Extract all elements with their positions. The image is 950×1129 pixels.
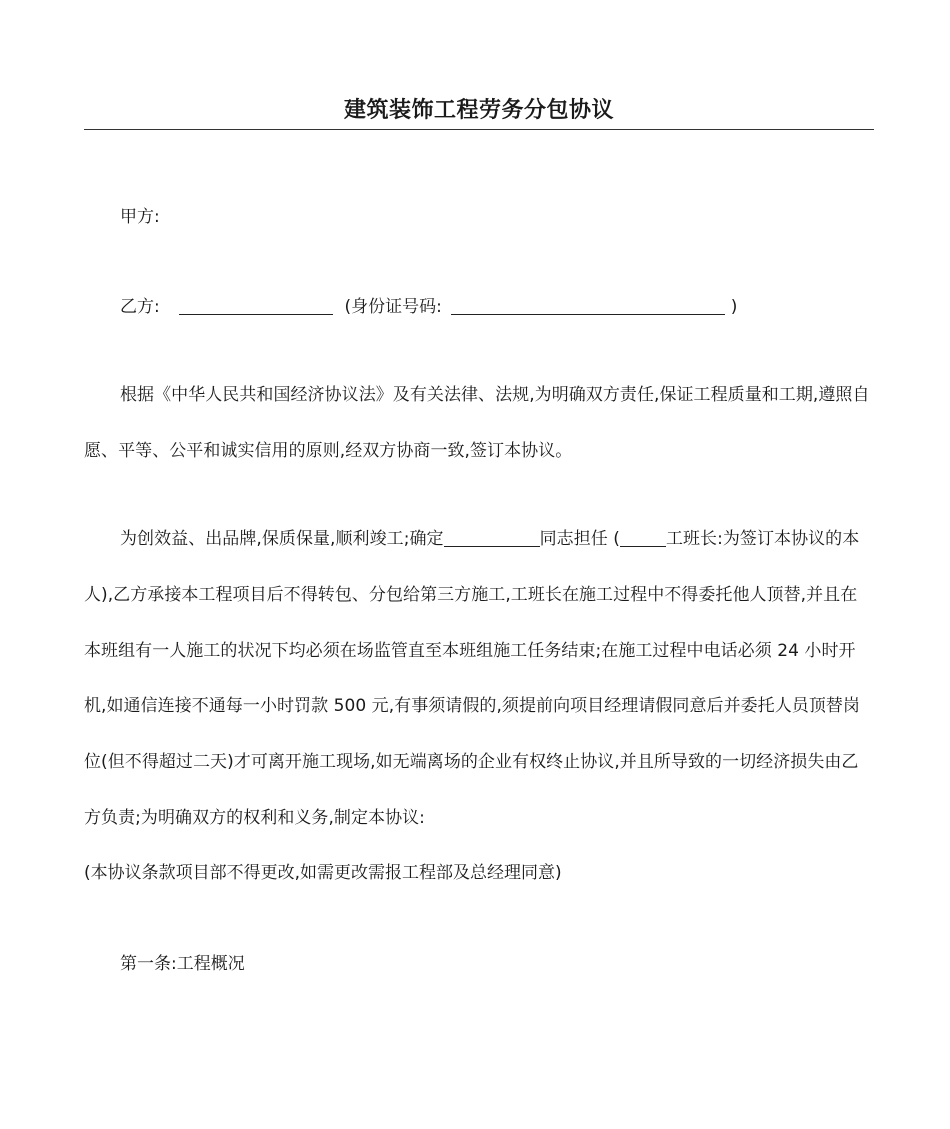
paragraph-foreman-text-b: 同志担任 ( <box>539 529 620 549</box>
paragraph-purpose <box>84 368 874 480</box>
party-b-name-blank <box>179 296 333 315</box>
article-1-heading: 第一条:工程概况 <box>120 954 245 974</box>
party-b-line <box>120 295 737 319</box>
id-close: ) <box>730 297 738 317</box>
id-label: (身份证号码: <box>344 297 442 317</box>
party-b-label: 乙方: <box>120 297 160 317</box>
paragraph-purpose-text: 根据《中华人民共和国经济协议法》及有关法律、法规,为明确双方责任,保证工程质量和工期,遵照自愿、平等、公平和诚实信用的原则,经双方协商一致,签订本协议。 <box>84 385 870 461</box>
paragraph-foreman <box>84 512 874 847</box>
page-title: 建筑装饰工程劳务分包协议 <box>343 98 614 123</box>
paragraph-foreman-text-a: 为创效益、出品牌,保质保量,顺利竣工;确定 <box>120 529 444 549</box>
article-1-line <box>120 952 245 976</box>
paragraph-foreman-text-c: 工班长:为签订本协议的本人),乙方承接本工程项目后不得转包、分包给第三方施工,工班长在施工过程中不得委托他人顶替,并且在本班组有一人施工的状况下均必须在场监管直至本班组施工任务结束;在施工过程中电话必须 24 小时开机,如通信连接不通每一小时罚款 500 元,有事须请假的,须提前向项目经理请假同意后并委托人员顶替岗位(但不得超过二天)才可离开施工现场,如无端离场的企业有权终止协议,并且所导致的一切经济损失由乙方负责;为明确双方的权利和义务,制定本协议: <box>84 529 860 828</box>
foreman-blank <box>620 528 666 547</box>
party-a-line <box>120 205 160 229</box>
amendment-note: (本协议条款项目部不得更改,如需更改需报工程部及总经理同意) <box>84 863 562 883</box>
title-block <box>84 96 874 130</box>
comrade-name-blank <box>444 528 540 547</box>
id-number-blank <box>451 296 725 315</box>
party-a-label: 甲方: <box>120 207 160 227</box>
note-line <box>84 860 874 886</box>
